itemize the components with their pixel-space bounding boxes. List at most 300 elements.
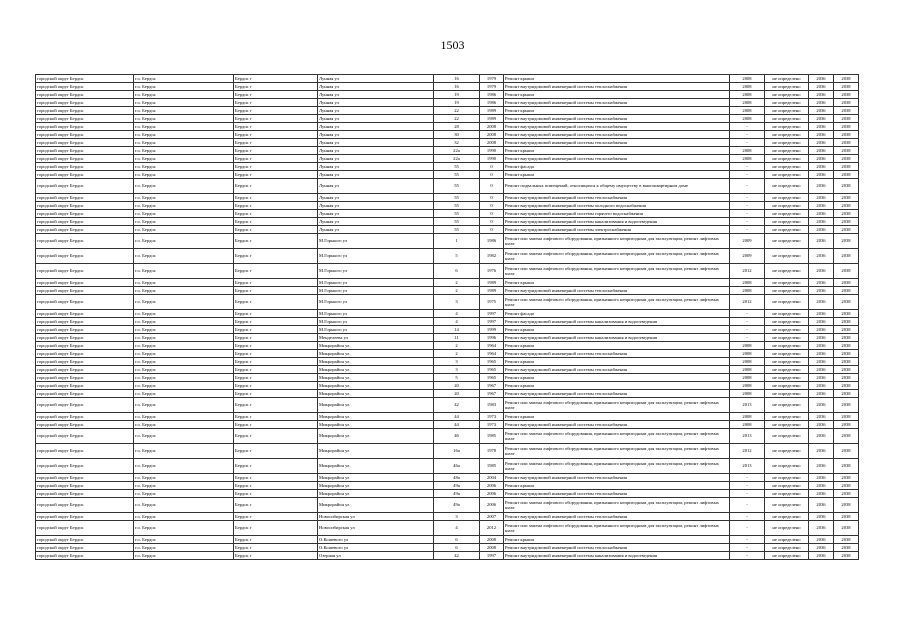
plan-end-cell: 2038 bbox=[834, 490, 859, 498]
settlement-cell: Бердск г bbox=[234, 544, 318, 552]
district-cell: г.о. Бердск bbox=[134, 326, 234, 334]
district-cell: г.о. Бердск bbox=[134, 226, 234, 234]
status-cell: не определено bbox=[765, 544, 809, 552]
last-repair-year-cell: - bbox=[730, 131, 765, 139]
table-row bbox=[36, 226, 859, 234]
settlement-cell: Бердск г bbox=[234, 194, 318, 202]
settlement-cell: Бердск г bbox=[234, 131, 318, 139]
plan-end-cell: 2038 bbox=[834, 287, 859, 295]
municipality-cell: городской округ Бердск bbox=[36, 147, 134, 155]
plan-start-cell: 2036 bbox=[809, 310, 834, 318]
last-repair-year-cell: 2009 bbox=[730, 249, 765, 264]
street-cell: Микрорайон ул bbox=[318, 358, 434, 366]
plan-end-cell: 2038 bbox=[834, 521, 859, 536]
build-year-cell: 1979 bbox=[480, 75, 504, 83]
plan-start-cell: 2036 bbox=[809, 544, 834, 552]
plan-start-cell: 2036 bbox=[809, 552, 834, 560]
status-cell: не определено bbox=[765, 226, 809, 234]
district-cell: г.о. Бердск bbox=[134, 358, 234, 366]
settlement-cell: Бердск г bbox=[234, 279, 318, 287]
plan-end-cell: 2038 bbox=[834, 390, 859, 398]
build-year-cell: 2008 bbox=[480, 131, 504, 139]
plan-start-cell: 2036 bbox=[809, 382, 834, 390]
plan-end-cell: 2038 bbox=[834, 374, 859, 382]
work-type-cell: Ремонт крыши bbox=[504, 75, 730, 83]
work-type-cell: Ремонт или замена лифтового оборудования, признанного непригодным для эксплуатации, ремонт лифтовых шахт bbox=[504, 398, 730, 413]
last-repair-year-cell: - bbox=[730, 536, 765, 544]
district-cell: г.о. Бердск bbox=[134, 382, 234, 390]
district-cell: г.о. Бердск bbox=[134, 544, 234, 552]
last-repair-year-cell: 2013 bbox=[730, 459, 765, 474]
work-type-cell: Ремонт внутридомовой инженерной системы горячего водоснабжения bbox=[504, 210, 730, 218]
municipality-cell: городской округ Бердск bbox=[36, 429, 134, 444]
last-repair-year-cell: - bbox=[730, 474, 765, 482]
plan-start-cell: 2036 bbox=[809, 318, 834, 326]
municipality-cell: городской округ Бердск bbox=[36, 83, 134, 91]
build-year-cell: 0 bbox=[480, 210, 504, 218]
district-cell: г.о. Бердск bbox=[134, 374, 234, 382]
district-cell: г.о. Бердск bbox=[134, 194, 234, 202]
municipality-cell: городской округ Бердск bbox=[36, 398, 134, 413]
last-repair-year-cell: 2008 bbox=[730, 374, 765, 382]
status-cell: не определено bbox=[765, 429, 809, 444]
municipality-cell: городской округ Бердск bbox=[36, 390, 134, 398]
plan-start-cell: 2036 bbox=[809, 295, 834, 310]
plan-start-cell: 2036 bbox=[809, 459, 834, 474]
plan-end-cell: 2038 bbox=[834, 513, 859, 521]
settlement-cell: Бердск г bbox=[234, 429, 318, 444]
status-cell: не определено bbox=[765, 459, 809, 474]
plan-end-cell: 2038 bbox=[834, 429, 859, 444]
house-number-cell: 42 bbox=[434, 552, 480, 560]
table-row bbox=[36, 249, 859, 264]
table-row bbox=[36, 99, 859, 107]
street-cell: М.Горького ул bbox=[318, 326, 434, 334]
street-cell: Микрорайон ул bbox=[318, 382, 434, 390]
street-cell: Лунная ул bbox=[318, 115, 434, 123]
street-cell: Лунная ул bbox=[318, 226, 434, 234]
municipality-cell: городской округ Бердск bbox=[36, 374, 134, 382]
table-row bbox=[36, 444, 859, 459]
house-number-cell: 49а bbox=[434, 498, 480, 513]
table-row bbox=[36, 490, 859, 498]
plan-end-cell: 2038 bbox=[834, 194, 859, 202]
street-cell: Микрорайон ул bbox=[318, 459, 434, 474]
district-cell: г.о. Бердск bbox=[134, 131, 234, 139]
house-number-cell: 2 bbox=[434, 279, 480, 287]
settlement-cell: Бердск г bbox=[234, 310, 318, 318]
house-number-cell: 22 bbox=[434, 115, 480, 123]
street-cell: М.Горького ул bbox=[318, 287, 434, 295]
settlement-cell: Бердск г bbox=[234, 444, 318, 459]
status-cell: не определено bbox=[765, 99, 809, 107]
district-cell: г.о. Бердск bbox=[134, 474, 234, 482]
settlement-cell: Бердск г bbox=[234, 123, 318, 131]
table-row bbox=[36, 513, 859, 521]
build-year-cell: 1965 bbox=[480, 374, 504, 382]
plan-start-cell: 2036 bbox=[809, 131, 834, 139]
work-type-cell: Ремонт фасада bbox=[504, 163, 730, 171]
work-type-cell: Ремонт внутридомовой инженерной системы электроснабжения bbox=[504, 226, 730, 234]
table-row bbox=[36, 234, 859, 249]
street-cell: Лунная ул bbox=[318, 75, 434, 83]
plan-end-cell: 2038 bbox=[834, 123, 859, 131]
status-cell: не определено bbox=[765, 326, 809, 334]
plan-end-cell: 2038 bbox=[834, 279, 859, 287]
plan-end-cell: 2038 bbox=[834, 482, 859, 490]
build-year-cell: 1978 bbox=[480, 444, 504, 459]
build-year-cell: 2007 bbox=[480, 513, 504, 521]
municipality-cell: городской округ Бердск bbox=[36, 218, 134, 226]
status-cell: не определено bbox=[765, 413, 809, 421]
municipality-cell: городской округ Бердск bbox=[36, 139, 134, 147]
work-type-cell: Ремонт внутридомовой инженерной системы канализования и водоотведения bbox=[504, 218, 730, 226]
plan-start-cell: 2036 bbox=[809, 421, 834, 429]
plan-end-cell: 2038 bbox=[834, 179, 859, 194]
house-number-cell: 16 bbox=[434, 75, 480, 83]
plan-start-cell: 2036 bbox=[809, 179, 834, 194]
municipality-cell: городской округ Бердск bbox=[36, 366, 134, 374]
settlement-cell: Бердск г bbox=[234, 234, 318, 249]
last-repair-year-cell: 2008 bbox=[730, 99, 765, 107]
work-type-cell: Ремонт фасада bbox=[504, 310, 730, 318]
status-cell: не определено bbox=[765, 115, 809, 123]
street-cell: Лунная ул bbox=[318, 194, 434, 202]
work-type-cell: Ремонт или замена лифтового оборудования, признанного непригодным для эксплуатации, ремонт лифтовых шахт bbox=[504, 295, 730, 310]
house-number-cell: 3 bbox=[434, 358, 480, 366]
settlement-cell: Бердск г bbox=[234, 390, 318, 398]
build-year-cell: 2004 bbox=[480, 474, 504, 482]
municipality-cell: городской округ Бердск bbox=[36, 326, 134, 334]
last-repair-year-cell: - bbox=[730, 318, 765, 326]
table-row bbox=[36, 459, 859, 474]
municipality-cell: городской округ Бердск bbox=[36, 234, 134, 249]
status-cell: не определено bbox=[765, 358, 809, 366]
district-cell: г.о. Бердск bbox=[134, 513, 234, 521]
plan-start-cell: 2036 bbox=[809, 107, 834, 115]
build-year-cell: 0 bbox=[480, 218, 504, 226]
table-row bbox=[36, 171, 859, 179]
last-repair-year-cell: 2008 bbox=[730, 155, 765, 163]
house-number-cell: 19 bbox=[434, 91, 480, 99]
work-type-cell: Ремонт внутридомовой инженерной системы теплоснабжения bbox=[504, 131, 730, 139]
plan-start-cell: 2036 bbox=[809, 171, 834, 179]
street-cell: Микрорайон ул bbox=[318, 374, 434, 382]
street-cell: М.Горького ул bbox=[318, 264, 434, 279]
settlement-cell: Бердск г bbox=[234, 374, 318, 382]
plan-end-cell: 2038 bbox=[834, 115, 859, 123]
settlement-cell: Бердск г bbox=[234, 459, 318, 474]
house-number-cell: 48а bbox=[434, 474, 480, 482]
settlement-cell: Бердск г bbox=[234, 536, 318, 544]
build-year-cell: 1973 bbox=[480, 421, 504, 429]
settlement-cell: Бердск г bbox=[234, 179, 318, 194]
settlement-cell: Бердск г bbox=[234, 552, 318, 560]
build-year-cell: 1996 bbox=[480, 334, 504, 342]
district-cell: г.о. Бердск bbox=[134, 398, 234, 413]
table-row bbox=[36, 390, 859, 398]
build-year-cell: 2008 bbox=[480, 536, 504, 544]
plan-end-cell: 2038 bbox=[834, 139, 859, 147]
table-row bbox=[36, 139, 859, 147]
build-year-cell: 1990 bbox=[480, 147, 504, 155]
street-cell: Менделеева ул bbox=[318, 334, 434, 342]
house-number-cell: 46а bbox=[434, 459, 480, 474]
district-cell: г.о. Бердск bbox=[134, 521, 234, 536]
settlement-cell: Бердск г bbox=[234, 342, 318, 350]
work-type-cell: Ремонт крыши bbox=[504, 147, 730, 155]
status-cell: не определено bbox=[765, 366, 809, 374]
work-type-cell: Ремонт крыши bbox=[504, 107, 730, 115]
settlement-cell: Бердск г bbox=[234, 490, 318, 498]
table-row bbox=[36, 310, 859, 318]
build-year-cell: 2008 bbox=[480, 544, 504, 552]
plan-end-cell: 2038 bbox=[834, 544, 859, 552]
work-type-cell: Ремонт крыши bbox=[504, 536, 730, 544]
plan-end-cell: 2038 bbox=[834, 218, 859, 226]
municipality-cell: городской округ Бердск bbox=[36, 459, 134, 474]
settlement-cell: Бердск г bbox=[234, 249, 318, 264]
house-number-cell: 6 bbox=[434, 264, 480, 279]
street-cell: М.Горького ул bbox=[318, 249, 434, 264]
last-repair-year-cell: - bbox=[730, 123, 765, 131]
plan-start-cell: 2036 bbox=[809, 155, 834, 163]
work-type-cell: Ремонт крыши bbox=[504, 413, 730, 421]
district-cell: г.о. Бердск bbox=[134, 83, 234, 91]
house-number-cell: 3 bbox=[434, 366, 480, 374]
work-type-cell: Ремонт крыши bbox=[504, 279, 730, 287]
last-repair-year-cell: - bbox=[730, 490, 765, 498]
plan-start-cell: 2036 bbox=[809, 264, 834, 279]
street-cell: Новосибирская ул bbox=[318, 521, 434, 536]
build-year-cell: 1982 bbox=[480, 249, 504, 264]
plan-end-cell: 2038 bbox=[834, 155, 859, 163]
house-number-cell: 28 bbox=[434, 123, 480, 131]
plan-end-cell: 2038 bbox=[834, 202, 859, 210]
house-number-cell: 55 bbox=[434, 202, 480, 210]
table-row bbox=[36, 498, 859, 513]
build-year-cell: 2008 bbox=[480, 123, 504, 131]
house-number-cell: 55 bbox=[434, 194, 480, 202]
municipality-cell: городской округ Бердск bbox=[36, 310, 134, 318]
plan-start-cell: 2036 bbox=[809, 123, 834, 131]
municipality-cell: городской округ Бердск bbox=[36, 490, 134, 498]
last-repair-year-cell: 2008 bbox=[730, 83, 765, 91]
table-row bbox=[36, 264, 859, 279]
work-type-cell: Ремонт крыши bbox=[504, 326, 730, 334]
status-cell: не определено bbox=[765, 179, 809, 194]
table-row bbox=[36, 218, 859, 226]
table-row bbox=[36, 131, 859, 139]
district-cell: г.о. Бердск bbox=[134, 310, 234, 318]
plan-end-cell: 2038 bbox=[834, 249, 859, 264]
work-type-cell: Ремонт внутридомовой инженерной системы канализования и водоотведения bbox=[504, 552, 730, 560]
last-repair-year-cell: 2012 bbox=[730, 295, 765, 310]
last-repair-year-cell: - bbox=[730, 202, 765, 210]
build-year-cell: 1964 bbox=[480, 342, 504, 350]
house-number-cell: 2 bbox=[434, 287, 480, 295]
plan-start-cell: 2036 bbox=[809, 413, 834, 421]
street-cell: Лунная ул bbox=[318, 99, 434, 107]
build-year-cell: 0 bbox=[480, 194, 504, 202]
plan-start-cell: 2036 bbox=[809, 482, 834, 490]
plan-end-cell: 2038 bbox=[834, 264, 859, 279]
house-number-cell: 55 bbox=[434, 179, 480, 194]
district-cell: г.о. Бердск bbox=[134, 123, 234, 131]
plan-end-cell: 2038 bbox=[834, 459, 859, 474]
work-type-cell: Ремонт крыши bbox=[504, 342, 730, 350]
settlement-cell: Бердск г bbox=[234, 482, 318, 490]
district-cell: г.о. Бердск bbox=[134, 482, 234, 490]
municipality-cell: городской округ Бердск bbox=[36, 295, 134, 310]
municipality-cell: городской округ Бердск bbox=[36, 163, 134, 171]
municipality-cell: городской округ Бердск bbox=[36, 155, 134, 163]
status-cell: не определено bbox=[765, 374, 809, 382]
last-repair-year-cell: 2008 bbox=[730, 147, 765, 155]
build-year-cell: 0 bbox=[480, 171, 504, 179]
build-year-cell: 2006 bbox=[480, 482, 504, 490]
street-cell: Лунная ул bbox=[318, 155, 434, 163]
status-cell: не определено bbox=[765, 139, 809, 147]
district-cell: г.о. Бердск bbox=[134, 366, 234, 374]
table-row bbox=[36, 163, 859, 171]
settlement-cell: Бердск г bbox=[234, 295, 318, 310]
house-number-cell: 49а bbox=[434, 482, 480, 490]
house-number-cell: 22а bbox=[434, 147, 480, 155]
table-row bbox=[36, 358, 859, 366]
street-cell: О.Кошевого ул bbox=[318, 536, 434, 544]
street-cell: Микрорайон ул bbox=[318, 444, 434, 459]
work-type-cell: Ремонт внутридомовой инженерной системы теплоснабжения bbox=[504, 390, 730, 398]
settlement-cell: Бердск г bbox=[234, 264, 318, 279]
plan-start-cell: 2036 bbox=[809, 490, 834, 498]
build-year-cell: 1986 bbox=[480, 99, 504, 107]
status-cell: не определено bbox=[765, 444, 809, 459]
status-cell: не определено bbox=[765, 194, 809, 202]
house-number-cell: 16 bbox=[434, 83, 480, 91]
house-number-cell: 14 bbox=[434, 326, 480, 334]
street-cell: Микрорайон ул bbox=[318, 429, 434, 444]
work-type-cell: Ремонт внутридомовой инженерной системы теплоснабжения bbox=[504, 194, 730, 202]
last-repair-year-cell: 2013 bbox=[730, 429, 765, 444]
table-row bbox=[36, 115, 859, 123]
house-number-cell: 44 bbox=[434, 421, 480, 429]
build-year-cell: 1997 bbox=[480, 552, 504, 560]
plan-end-cell: 2038 bbox=[834, 99, 859, 107]
last-repair-year-cell: 2008 bbox=[730, 358, 765, 366]
street-cell: Лунная ул bbox=[318, 131, 434, 139]
plan-end-cell: 2038 bbox=[834, 366, 859, 374]
district-cell: г.о. Бердск bbox=[134, 218, 234, 226]
plan-start-cell: 2036 bbox=[809, 139, 834, 147]
status-cell: не определено bbox=[765, 83, 809, 91]
municipality-cell: городской округ Бердск bbox=[36, 115, 134, 123]
house-number-cell: 44 bbox=[434, 413, 480, 421]
street-cell: М.Горького ул bbox=[318, 279, 434, 287]
build-year-cell: 2012 bbox=[480, 521, 504, 536]
work-type-cell: Ремонт внутридомовой инженерной системы теплоснабжения bbox=[504, 490, 730, 498]
plan-start-cell: 2036 bbox=[809, 513, 834, 521]
municipality-cell: городской округ Бердск bbox=[36, 350, 134, 358]
status-cell: не определено bbox=[765, 202, 809, 210]
street-cell: Лунная ул bbox=[318, 163, 434, 171]
plan-start-cell: 2036 bbox=[809, 287, 834, 295]
plan-end-cell: 2038 bbox=[834, 295, 859, 310]
plan-end-cell: 2038 bbox=[834, 234, 859, 249]
last-repair-year-cell: - bbox=[730, 482, 765, 490]
last-repair-year-cell: 2008 bbox=[730, 107, 765, 115]
work-type-cell: Ремонт крыши bbox=[504, 482, 730, 490]
plan-start-cell: 2036 bbox=[809, 210, 834, 218]
table-row bbox=[36, 334, 859, 342]
build-year-cell: 1965 bbox=[480, 366, 504, 374]
plan-end-cell: 2038 bbox=[834, 75, 859, 83]
settlement-cell: Бердск г bbox=[234, 350, 318, 358]
work-type-cell: Ремонт внутридомовой инженерной системы канализования и водоотведения bbox=[504, 318, 730, 326]
settlement-cell: Бердск г bbox=[234, 83, 318, 91]
build-year-cell: 0 bbox=[480, 163, 504, 171]
status-cell: не определено bbox=[765, 123, 809, 131]
district-cell: г.о. Бердск bbox=[134, 139, 234, 147]
work-type-cell: Ремонт или замена лифтового оборудования, признанного непригодным для эксплуатации, ремонт лифтовых шахт bbox=[504, 498, 730, 513]
municipality-cell: городской округ Бердск bbox=[36, 249, 134, 264]
plan-start-cell: 2036 bbox=[809, 444, 834, 459]
table-row bbox=[36, 398, 859, 413]
house-number-cell: 42 bbox=[434, 398, 480, 413]
build-year-cell: 1983 bbox=[480, 398, 504, 413]
house-number-cell: 30 bbox=[434, 131, 480, 139]
status-cell: не определено bbox=[765, 210, 809, 218]
build-year-cell: 1973 bbox=[480, 413, 504, 421]
last-repair-year-cell: 2008 bbox=[730, 413, 765, 421]
plan-start-cell: 2036 bbox=[809, 163, 834, 171]
street-cell: Лунная ул bbox=[318, 218, 434, 226]
settlement-cell: Бердск г bbox=[234, 366, 318, 374]
street-cell: Лунная ул bbox=[318, 210, 434, 218]
district-cell: г.о. Бердск bbox=[134, 334, 234, 342]
district-cell: г.о. Бердск bbox=[134, 202, 234, 210]
work-type-cell: Ремонт или замена лифтового оборудования, признанного непригодным для эксплуатации, ремонт лифтовых шахт bbox=[504, 234, 730, 249]
house-number-cell: 46 bbox=[434, 429, 480, 444]
settlement-cell: Бердск г bbox=[234, 91, 318, 99]
table-row bbox=[36, 413, 859, 421]
settlement-cell: Бердск г bbox=[234, 287, 318, 295]
status-cell: не определено bbox=[765, 390, 809, 398]
last-repair-year-cell: - bbox=[730, 194, 765, 202]
work-type-cell: Ремонт внутридомовой инженерной системы теплоснабжения bbox=[504, 123, 730, 131]
district-cell: г.о. Бердск bbox=[134, 390, 234, 398]
street-cell: Лунная ул bbox=[318, 179, 434, 194]
house-number-cell: 22 bbox=[434, 107, 480, 115]
status-cell: не определено bbox=[765, 218, 809, 226]
table-row bbox=[36, 210, 859, 218]
work-type-cell: Ремонт подвальных помещений, относящихся к общему имуществу в многоквартирном доме bbox=[504, 179, 730, 194]
district-cell: г.о. Бердск bbox=[134, 459, 234, 474]
plan-start-cell: 2036 bbox=[809, 218, 834, 226]
plan-end-cell: 2038 bbox=[834, 326, 859, 334]
last-repair-year-cell: 2008 bbox=[730, 91, 765, 99]
status-cell: не определено bbox=[765, 107, 809, 115]
settlement-cell: Бердск г bbox=[234, 421, 318, 429]
street-cell: М.Горького ул bbox=[318, 234, 434, 249]
work-type-cell: Ремонт внутридомовой инженерной системы теплоснабжения bbox=[504, 287, 730, 295]
municipality-cell: городской округ Бердск bbox=[36, 91, 134, 99]
plan-start-cell: 2036 bbox=[809, 358, 834, 366]
street-cell: Микрорайон ул bbox=[318, 366, 434, 374]
plan-start-cell: 2036 bbox=[809, 202, 834, 210]
house-number-cell: 55 bbox=[434, 218, 480, 226]
last-repair-year-cell: 2013 bbox=[730, 398, 765, 413]
